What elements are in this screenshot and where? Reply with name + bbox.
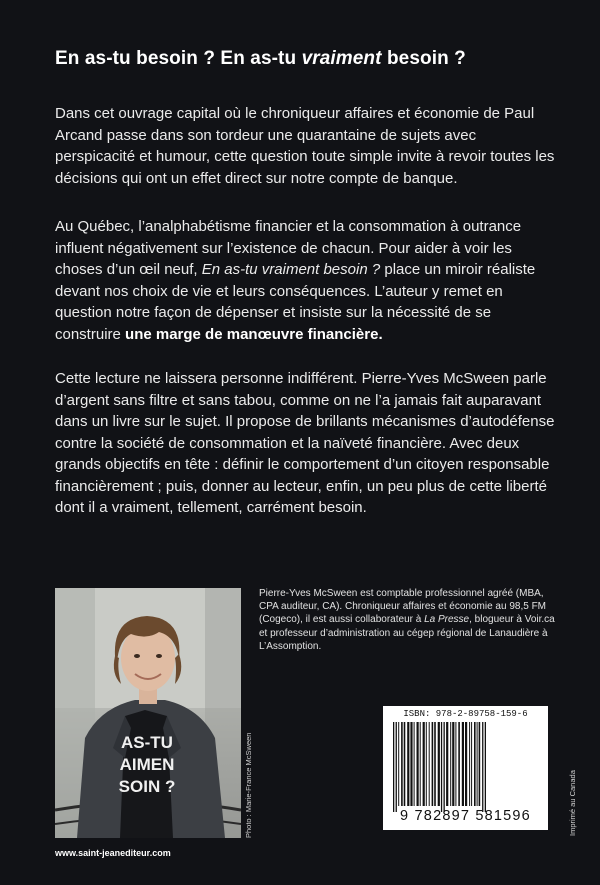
author-photo: [55, 588, 241, 838]
barcode-bar: [423, 722, 425, 806]
author-bio: [259, 587, 559, 653]
barcode-bar: [401, 722, 403, 806]
shirt-text-line2: AIMEN: [119, 755, 175, 774]
barcode-bar: [458, 722, 460, 806]
isbn-number: ISBN: 978-2-89758-159-6: [403, 709, 528, 719]
author-bio-part2: , blogueur à Voir.ca et professeur d’administration au cégep régional de Lanaudière à L’Assomption.: [259, 614, 555, 652]
barcode-bar: [398, 722, 399, 806]
barcode-bar: [455, 722, 456, 806]
barcode-bar: [471, 722, 472, 806]
paragraph-quebec-bold: une marge de manœuvre financière.: [125, 325, 383, 343]
newspaper-name: La Presse: [424, 614, 470, 626]
barcode-bar: [434, 722, 436, 806]
barcode-bar: [450, 722, 451, 806]
paragraph-intro: Dans cet ouvrage capital où le chroniqueur affaires et économie de Paul Arcand passe dans son tordeur une quarantaine de sujets avec perspicacité et humour, cette question toute simple invite à revoir toutes les décisions qui ont un effet direct sur notre compte de banque.: [55, 105, 555, 187]
book-title: En as-tu vraiment besoin ?: [201, 261, 381, 278]
barcode-bar: [477, 722, 478, 806]
paragraph-quebec: [55, 216, 555, 345]
barcode-bar: [465, 722, 467, 806]
barcode-bar: [414, 722, 415, 806]
barcode-bar: [441, 722, 442, 812]
shirt-text-line1: AS-TU: [121, 733, 173, 752]
headline-part2: besoin ?: [381, 48, 466, 69]
barcode-bar: [410, 722, 412, 806]
barcode-bar: [420, 722, 421, 806]
barcode-bar: [479, 722, 481, 806]
barcode-bar: [417, 722, 419, 806]
headline-emphasis: vraiment: [301, 48, 382, 69]
paragraph-reader: Cette lecture ne laissera personne indifférent. Pierre-Yves McSween parle d’argent sans filtre et sans tabou, comme on ne l’a jamais fait auparavant dans un livre sur le sujet. Il propose de brillants mécanismes d’autodéfense contre la société de consommation et la naïveté financière. Avec deux grands objectifs en tête : définir le comportement d’un citoyen responsable financièrement ; puis, donner au lecteur, enfin, un peu plus de cette liberté dont il a vraiment, tellement, carrément besoin.: [55, 370, 555, 516]
paragraph-quebec-part2: place un miroir réaliste devant nos choix de vie et leurs conséquences. L’auteur y remet en question notre façon de dépenser et insiste sur la nécessité de se construire: [55, 261, 536, 343]
ean-number: 9 782897 581596: [400, 808, 531, 824]
barcode-bar: [452, 722, 454, 806]
barcode-bar: [462, 722, 464, 806]
barcode-bar: [438, 722, 440, 806]
barcode-bar: [426, 722, 427, 806]
barcode-bar: [446, 722, 448, 806]
barcode-bar: [429, 722, 430, 806]
barcode-bar: [396, 722, 397, 812]
barcode-bar: [407, 722, 409, 806]
printed-in-label: Imprimé au Canada: [568, 770, 577, 836]
barcode-bar: [404, 722, 406, 806]
author-photo-illustration: [55, 588, 241, 838]
publisher-website[interactable]: www.saint-jeanediteur.com: [55, 848, 171, 858]
isbn-barcode: [383, 706, 548, 830]
barcode-bar: [393, 722, 394, 812]
paragraph-quebec-part1: Au Québec, l’analphabétisme financier et la consommation à outrance influent négativement sur l’existence de chacun. Pour aider à voir les choses d’un œil neuf,: [55, 218, 522, 278]
author-bio-part1: Pierre-Yves McSween est comptable professionnel agréé (MBA, CPA auditeur, CA). Chroniqueur affaires et économie au 98,5 FM (Cogeco), il est aussi collaborateur à: [259, 588, 547, 626]
barcode-bar: [485, 722, 486, 812]
headline: [55, 48, 575, 70]
barcode-bar: [469, 722, 470, 806]
barcode-bar: [444, 722, 445, 812]
barcode-bar: [482, 722, 483, 812]
shirt-text-line3: SOIN ?: [118, 777, 176, 796]
barcode-bar: [432, 722, 434, 806]
photo-credit: Photo : Marie-France McSween: [244, 732, 253, 838]
headline-part1: En as-tu besoin ? En as-tu: [55, 48, 302, 69]
barcode-bar: [474, 722, 476, 806]
